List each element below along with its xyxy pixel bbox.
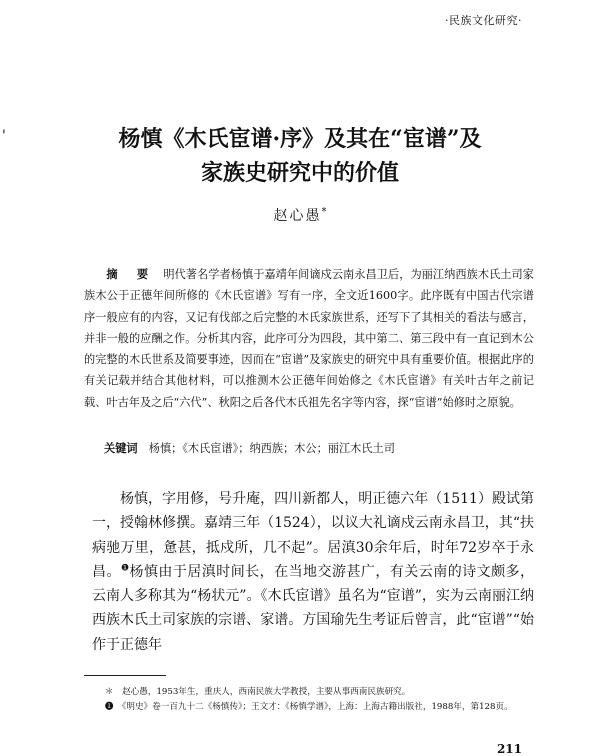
page-number: 211 — [496, 742, 522, 756]
abstract-text: 明代著名学者杨慎于嘉靖年间谪戍云南永昌卫后，为丽江纳西族木氏土司家族木公于正德年间所修的《木氏宦谱》写有一序，全文近1600字。此序既有中国古代宗谱序一般应有的内容，又记有伐部之后完整的木氏家族世系，还写下了其相关的看法与感言，并非一般的应酬之作。分析其内容，此序可分为四段，其中第二、第三段中有一直记到木公的完整的木氏世系及简要事迹，因而在“宦谱”及家族史的研究中具有重要价值。根据此序的有关记载并结合其他材料，可以推测木公正德年间始修之《木氏宦谱》有关叶古年之前记载、叶古年及之后“六代”、秋阳之后各代木氏祖先名字等内容，探“宦谱”始修时之原貌。 — [84, 268, 534, 409]
author-footnote-marker: * — [321, 206, 327, 218]
footnote-1: ❶ 《明史》卷一百九十二《杨慎传》；王文才：《杨慎学谱》，上海：上海古籍出版社，1988年，第128页。 — [104, 702, 513, 712]
section-tag: ·民族文化研究· — [445, 14, 522, 27]
margin-mark: ' — [2, 128, 6, 144]
footnote-ref-1: ❶ — [120, 563, 130, 574]
abstract-label: 摘 要 — [106, 267, 153, 281]
article-title-line-2: 家族史研究中的价值 — [200, 160, 399, 186]
article-title-line-1: 杨慎《木氏宦谱·序》及其在“宦谱”及 — [118, 126, 482, 152]
footnote-author: ＊ 赵心愚，1953年生，重庆人，西南民族大学教授，主要从事西南民族研究。 — [104, 687, 411, 697]
author-byline — [0, 205, 600, 225]
body-text-part-1: 杨慎，字用修，号升庵，四川新都人，明正德六年（1511）殿试第一，授翰林修撰。嘉靖三年（1524），以议大礼谪戍云南永昌卫，其“扶病驰万里，惫甚，抵戍所，几不起”。居滇30余年后，时年72岁卒于永昌。 — [92, 491, 534, 580]
keywords-label: 关键词 — [104, 441, 138, 455]
author-name: 赵心愚 — [273, 208, 322, 224]
keywords-text: 杨慎；《木氏宦谱》；纳西族；木公；丽江木氏土司 — [148, 442, 395, 455]
abstract — [84, 264, 534, 413]
body-paragraph — [92, 487, 534, 657]
body-text-part-2: 杨慎由于居滇时间长，在当地交游甚广，有关云南的诗文颇多，云南人多称其为“杨状元”。《木氏宦谱》虽名为“宦谱”，实为云南丽江纳西族木氏土司家族的宗谱、家谱。方国瑜先生考证后曾言，此“宦谱”“始作于正德年 — [92, 563, 535, 653]
keywords — [104, 438, 534, 459]
footnote-divider — [84, 675, 166, 676]
